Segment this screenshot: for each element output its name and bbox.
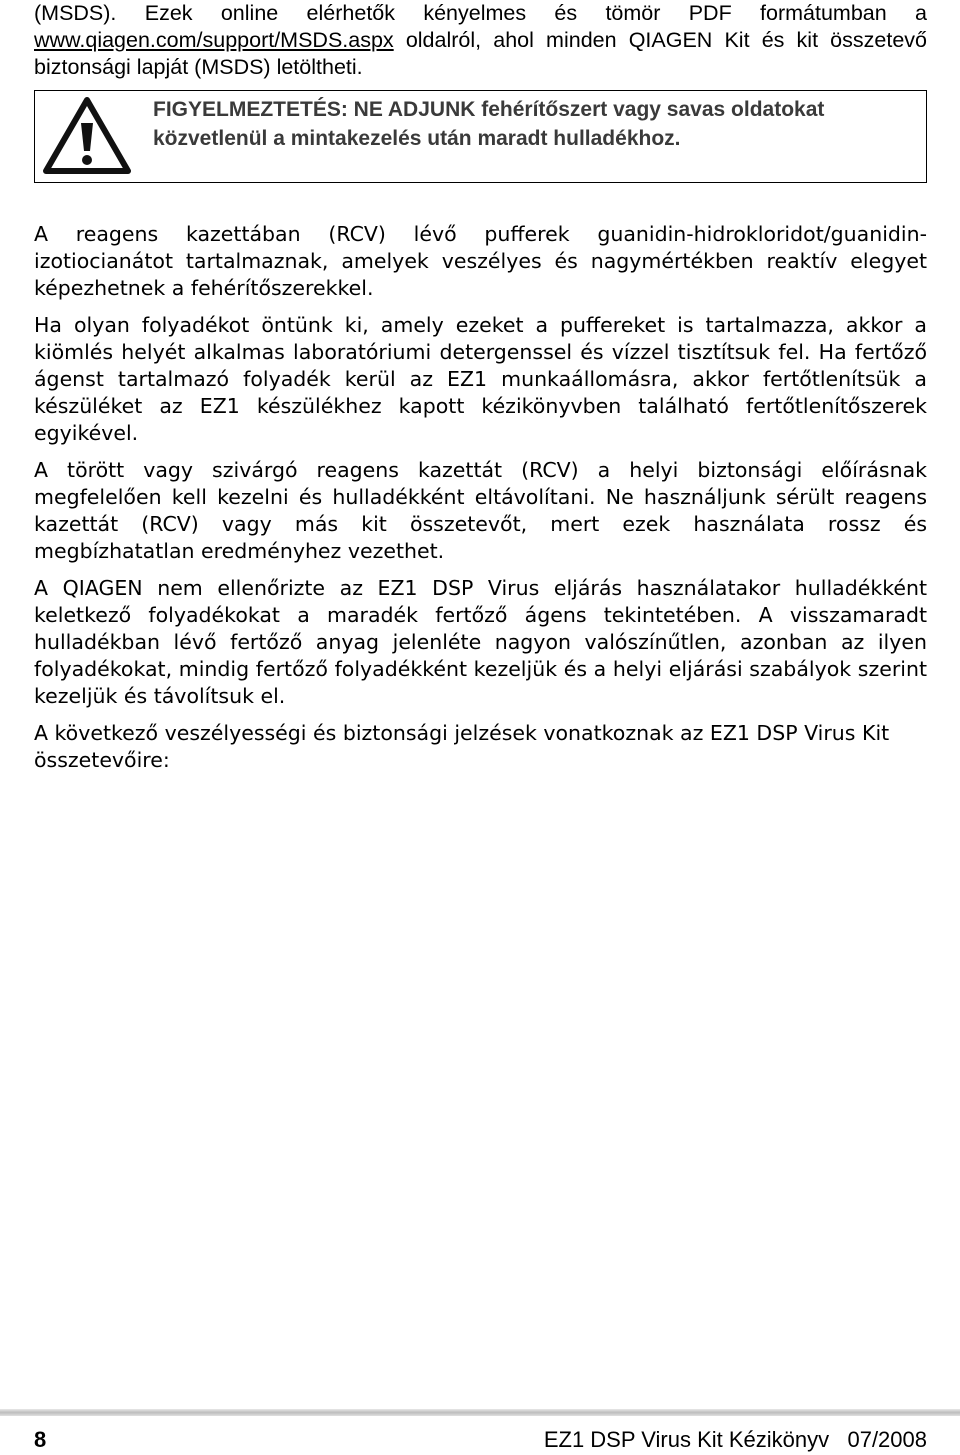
intro-paragraph: [34, 0, 927, 81]
paragraph-waste-handling: A QIAGEN nem ellenőrizte az EZ1 DSP Virus eljárás használatakor hulladékként keletkező folyadékokat a maradék fertőző ágens tekintetében. A visszamaradt hulladékban lévő fertőző anyag jelenléte nagyon valószínűtlen, azonban az ilyen folyadékokat, mindig fertőző folyadékként kezeljük és a helyi eljárási szabályok szerint kezeljük és távolítsuk el.: [34, 576, 927, 708]
footer-title: EZ1 DSP Virus Kit Kézikönyv 07/2008: [543, 1427, 927, 1452]
warning-box: [34, 90, 927, 183]
footer-divider: [0, 1409, 960, 1416]
msds-link[interactable]: www.qiagen.com/support/MSDS.aspx: [34, 28, 394, 52]
intro-text-2: oldalról, ahol minden QIAGEN Kit és kit összetevő biztonsági lapját (MSDS) letöltheti.: [34, 28, 927, 79]
paragraph-reagent-buffers: A reagens kazettában (RCV) lévő pufferek guanidin-hidrokloridot/guanidin-izotiocianátot tartalmaznak, amelyek veszélyes és nagymértékben reaktív elegyet képezhetnek a fehérítőszerekkel.: [34, 222, 927, 300]
intro-text-1: (MSDS). Ezek online elérhetők kényelmes és tömör PDF formátumban a: [34, 1, 927, 25]
page-number: 8: [34, 1427, 47, 1452]
paragraph-hazard-intro: A következő veszélyességi és biztonsági jelzések vonatkoznak az EZ1 DSP Virus Kit összetevőire:: [34, 721, 890, 772]
document-body: [34, 0, 927, 774]
paragraph-damaged-cartridge: A törött vagy szivárgó reagens kazettát (RCV) a helyi biztonsági előírásnak megfelelően kell kezelni és hulladékként eltávolítani. Ne használjunk sérült reagens kazettát (RCV) vagy más kit összetevőt, mert ezek használata rossz és megbízhatatlan eredményhez vezethet.: [34, 458, 927, 563]
warning-text: FIGYELMEZTETÉS: NE ADJUNK fehérítőszert vagy savas oldatokat közvetlenül a mintakezelés után maradt hulladékhoz.: [153, 98, 825, 150]
warning-triangle-icon: [43, 97, 131, 175]
paragraph-spill-cleanup: Ha olyan folyadékot öntünk ki, amely ezeket a puffereket is tartalmazza, akkor a kiömlés helyét alkalmas laboratóriumi detergenssel és vízzel tisztítsuk fel. Ha fertőző ágenst tartalmazó folyadék kerül az EZ1 munkaállomásra, akkor fertőtlenítsük a készüléket az EZ1 készülékhez kapott kézikönyvben található fertőtlenítőszerek egyikével.: [34, 313, 927, 445]
